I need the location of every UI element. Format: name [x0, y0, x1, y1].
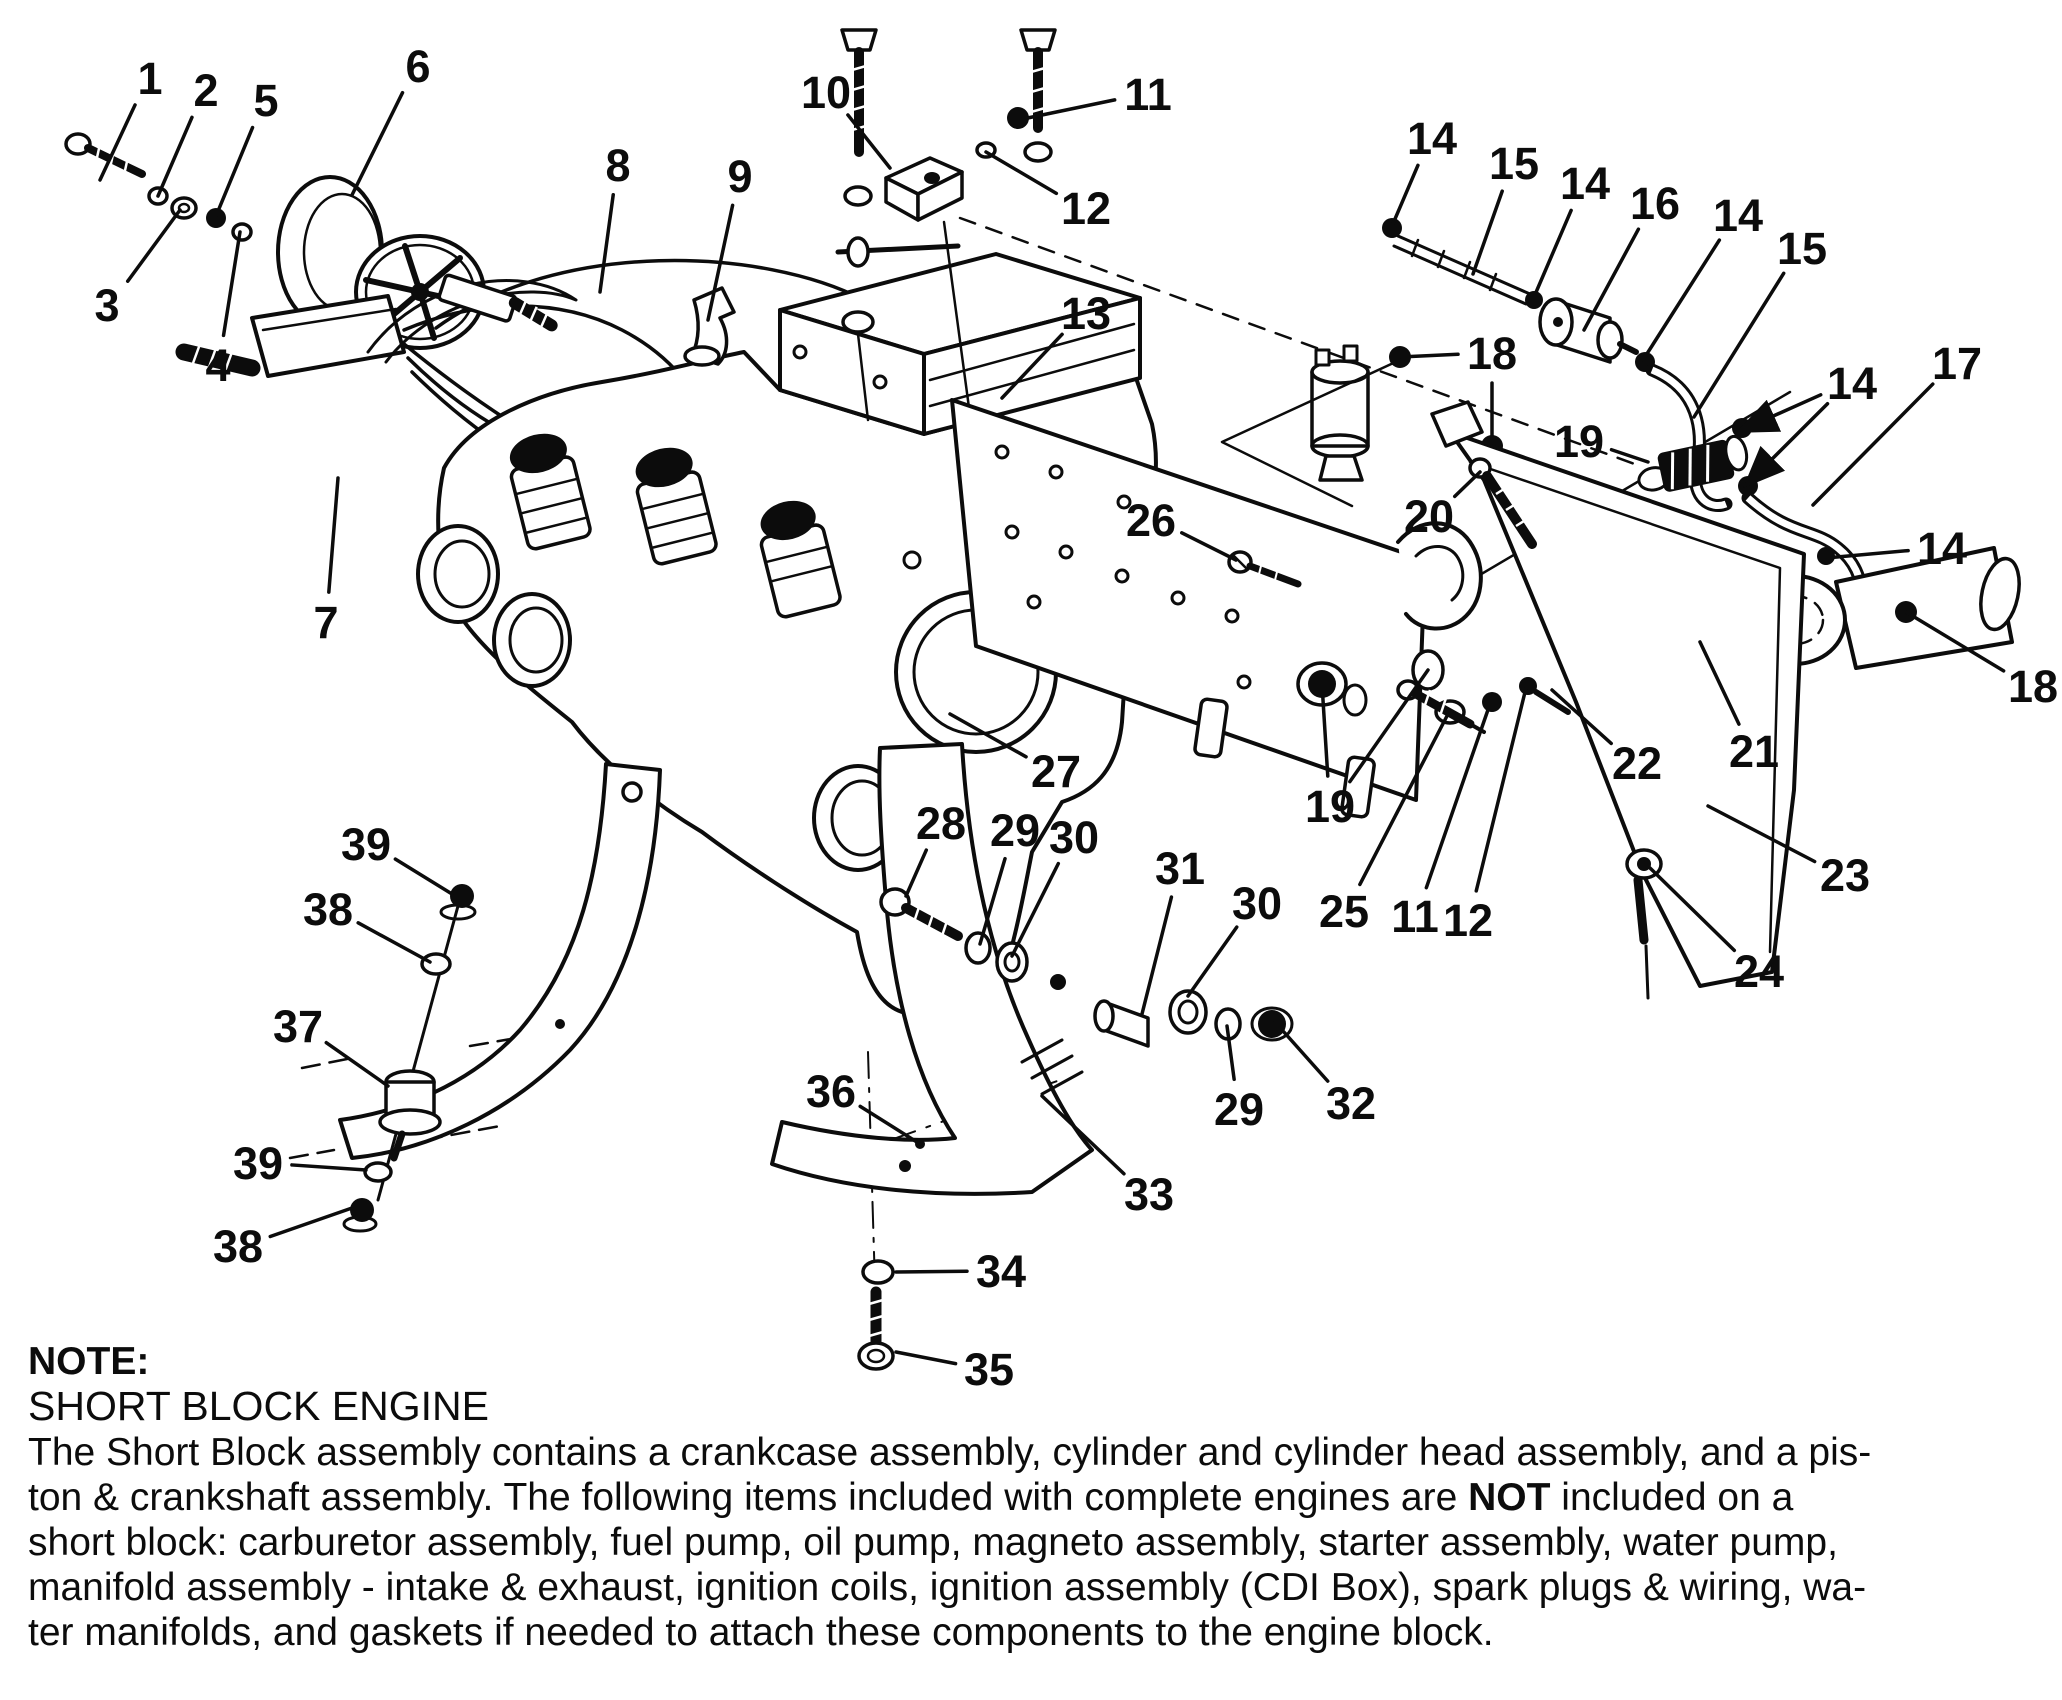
callout-number: 14	[1916, 523, 1968, 574]
callout-number: 36	[805, 1066, 857, 1117]
note-body-line: ter manifolds, and gaskets if needed to attach these components to the engine block.	[28, 1611, 1494, 1654]
callout-number: 23	[1819, 850, 1871, 901]
callout-number: 26	[1125, 495, 1177, 546]
bracket-bolt-34-35	[859, 1261, 893, 1369]
callout-number: 9	[727, 151, 753, 202]
callout-7	[313, 478, 338, 648]
callout-37	[273, 1001, 388, 1086]
callout-19	[1554, 416, 1648, 467]
callout-number: 15	[1776, 223, 1828, 274]
callout-39	[341, 819, 452, 894]
elbow-fitting-9	[685, 288, 734, 365]
callout-number: 13	[1060, 288, 1112, 339]
callout-2	[158, 65, 219, 196]
callout-15	[1694, 223, 1827, 417]
note-body-line: ton & crankshaft assembly. The following items included with complete engines are NOT included on a	[28, 1476, 1794, 1519]
callout-12	[986, 152, 1111, 234]
callout-number: 19	[1304, 781, 1356, 832]
callout-number: 19	[1553, 416, 1605, 467]
fuel-pump-16	[1540, 299, 1636, 362]
callout-number: 12	[1442, 895, 1494, 946]
callout-number: 14	[1826, 358, 1878, 409]
spacer-31	[1095, 1001, 1148, 1046]
note-title: SHORT BLOCK ENGINE	[28, 1383, 489, 1429]
callout-number: 6	[405, 41, 431, 92]
callout-number: 38	[302, 884, 354, 935]
nut-32	[1258, 1010, 1286, 1038]
callout-20	[1404, 472, 1480, 542]
callout-1	[100, 53, 163, 180]
callout-number: 38	[212, 1221, 264, 1272]
callout-number: 24	[1733, 946, 1785, 997]
callout-14	[1534, 158, 1610, 297]
callout-14	[1392, 113, 1457, 226]
note-body-line: The Short Block assembly contains a crankcase assembly, cylinder and cylinder head assembly, and a pis-	[28, 1431, 1872, 1474]
callout-number: 4	[205, 340, 231, 391]
callout-number: 22	[1611, 738, 1663, 789]
callout-35	[896, 1344, 1014, 1395]
callout-6	[352, 41, 431, 195]
callout-number: 11	[1124, 69, 1172, 120]
callout-38	[303, 884, 430, 962]
callout-number: 8	[605, 140, 631, 191]
callout-number: 27	[1030, 746, 1082, 797]
callout-number: 39	[232, 1138, 284, 1189]
callout-38	[213, 1208, 352, 1272]
plate-foot	[1194, 698, 1228, 757]
callout-number: 2	[193, 65, 219, 116]
washer-30	[997, 943, 1027, 981]
callout-number: 34	[975, 1246, 1027, 1297]
callout-9	[708, 151, 753, 320]
callout-number: 3	[94, 280, 120, 331]
callout-14	[1742, 358, 1877, 483]
callout-number: 39	[340, 819, 392, 870]
callout-5	[216, 75, 279, 216]
callout-number: 7	[313, 597, 339, 648]
callout-30	[1188, 878, 1282, 996]
callout-number: 14	[1559, 158, 1611, 209]
callout-number: 20	[1403, 491, 1455, 542]
nut-11	[1482, 692, 1502, 712]
mount-isolator-group	[344, 884, 475, 1231]
callout-number: 18	[1466, 328, 1518, 379]
callout-31	[1142, 843, 1205, 1014]
bolt-35-head	[859, 1343, 893, 1369]
callout-number: 18	[2007, 661, 2059, 712]
callout-number: 28	[915, 798, 967, 849]
callout-number: 25	[1318, 886, 1370, 937]
callout-number: 15	[1488, 138, 1540, 189]
note-label: NOTE:	[28, 1340, 150, 1383]
washer-29	[966, 933, 990, 963]
stud-24	[1638, 880, 1644, 940]
note-body-line: manifold assembly - intake & exhaust, ignition coils, ignition assembly (CDI Box), spark plugs & wiring, wa-	[28, 1566, 1867, 1609]
callout-number: 11	[1391, 891, 1439, 942]
callout-number: 37	[272, 1001, 324, 1052]
callout-number: 5	[253, 75, 279, 126]
callout-number: 30	[1231, 878, 1283, 929]
washer	[845, 187, 871, 205]
callout-3	[94, 210, 180, 331]
washer-38	[422, 954, 450, 974]
washer-39	[365, 1163, 391, 1181]
callout-8	[600, 140, 631, 292]
note-body-line: short block: carburetor assembly, fuel pump, oil pump, magneto assembly, starter assembly, water pump,	[28, 1521, 1838, 1564]
intake-ring-2	[494, 594, 570, 686]
callout-15	[1473, 138, 1539, 274]
callout-32	[1275, 1022, 1376, 1129]
callout-10	[801, 67, 890, 168]
callout-number: 31	[1154, 843, 1206, 894]
callout-number: 14	[1712, 190, 1764, 241]
callout-number: 29	[989, 805, 1041, 856]
callout-number: 12	[1060, 183, 1112, 234]
callout-number: 30	[1048, 812, 1100, 863]
washer-34	[863, 1261, 893, 1283]
washer	[1025, 143, 1051, 161]
callout-number: 17	[1931, 338, 1983, 389]
callout-number: 29	[1213, 1084, 1265, 1135]
washer-4	[233, 224, 251, 240]
callout-34	[896, 1246, 1026, 1297]
callout-number: 21	[1728, 726, 1780, 777]
callout-number: 10	[800, 67, 852, 118]
callout-number: 16	[1629, 178, 1681, 229]
callout-number: 1	[137, 53, 163, 104]
callout-number: 14	[1406, 113, 1458, 164]
callout-12	[1443, 688, 1526, 946]
callout-number: 32	[1325, 1078, 1377, 1129]
callout-29	[1214, 1026, 1264, 1135]
callout-number: 33	[1123, 1169, 1175, 1220]
intake-ring-1	[418, 526, 498, 622]
callout-number: 35	[963, 1344, 1015, 1395]
note-block	[28, 1340, 1871, 1654]
spacer-5	[206, 208, 226, 228]
